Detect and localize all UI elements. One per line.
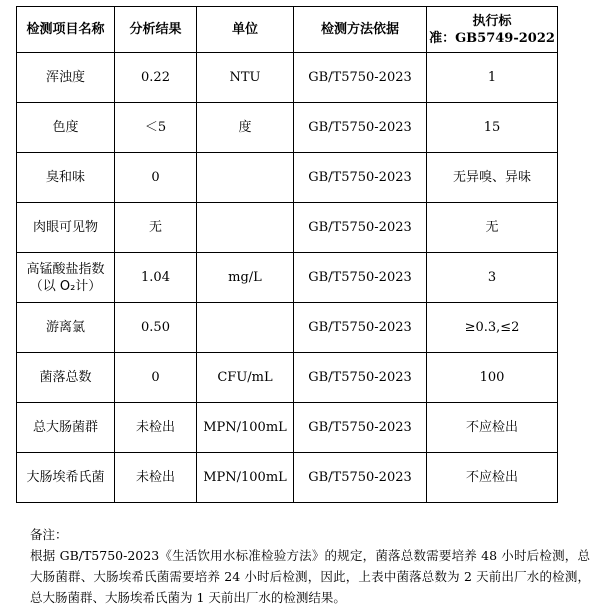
cell-unit — [197, 203, 294, 253]
table-row — [17, 353, 558, 403]
cell-unit: 度 — [197, 103, 294, 153]
header-standard: 执行标 准：GB5749-2022 — [427, 7, 558, 53]
notes-title: 备注： — [30, 527, 68, 542]
cell-unit — [197, 153, 294, 203]
cell-method: GB/T5750-2023 — [294, 203, 427, 253]
cell-item-name: 菌落总数 — [17, 353, 115, 403]
cell-method: GB/T5750-2023 — [294, 253, 427, 303]
cell-standard: 无异嗅、异味 — [427, 153, 558, 203]
cell-item-name: 浑浊度 — [17, 53, 115, 103]
table-row — [17, 203, 558, 253]
cell-result: 无 — [115, 203, 197, 253]
table-row — [17, 253, 558, 303]
table-row — [17, 403, 558, 453]
table-row — [17, 53, 558, 103]
table-row — [17, 103, 558, 153]
cell-method: GB/T5750-2023 — [294, 153, 427, 203]
table-row — [17, 303, 558, 353]
cell-standard: 不应检出 — [427, 453, 558, 503]
cell-standard: 不应检出 — [427, 403, 558, 453]
cell-unit: MPN/100mL — [197, 453, 294, 503]
cell-standard: ≥0.3,≤2 — [427, 303, 558, 353]
cell-result: 1.04 — [115, 253, 197, 303]
cell-item-name: 游离氯 — [17, 303, 115, 353]
cell-method: GB/T5750-2023 — [294, 53, 427, 103]
cell-unit: NTU — [197, 53, 294, 103]
cell-item-name: 臭和味 — [17, 153, 115, 203]
table-row — [17, 153, 558, 203]
cell-method: GB/T5750-2023 — [294, 353, 427, 403]
notes-section — [30, 524, 590, 608]
header-method: 检测方法依据 — [294, 7, 427, 53]
header-result: 分析结果 — [115, 7, 197, 53]
table-row — [17, 453, 558, 503]
cell-method: GB/T5750-2023 — [294, 453, 427, 503]
cell-item-name: 高锰酸盐指数 （以 O₂计） — [17, 253, 115, 303]
header-item-name: 检测项目名称 — [17, 7, 115, 53]
notes-body: 根据 GB/T5750-2023《生活饮用水标准检验方法》的规定，菌落总数需要培养 48 小时后检测，总大肠菌群、大肠埃希氏菌需要培养 24 小时后检测，因此，上表中菌落总数为 2 天前出厂水的检测，总大肠菌群、大肠埃希氏菌为 1 天前出厂水的检测结果。 — [30, 548, 590, 605]
cell-result: 未检出 — [115, 453, 197, 503]
cell-standard: 3 — [427, 253, 558, 303]
header-unit: 单位 — [197, 7, 294, 53]
cell-unit — [197, 303, 294, 353]
cell-item-name: 肉眼可见物 — [17, 203, 115, 253]
cell-item-name: 色度 — [17, 103, 115, 153]
cell-result: 0 — [115, 153, 197, 203]
cell-result: 0.50 — [115, 303, 197, 353]
cell-result: 0.22 — [115, 53, 197, 103]
cell-result: 未检出 — [115, 403, 197, 453]
cell-standard: 1 — [427, 53, 558, 103]
cell-standard: 无 — [427, 203, 558, 253]
cell-result: ＜5 — [115, 103, 197, 153]
cell-item-name: 大肠埃希氏菌 — [17, 453, 115, 503]
results-table-container — [16, 6, 558, 503]
cell-method: GB/T5750-2023 — [294, 403, 427, 453]
cell-unit: mg/L — [197, 253, 294, 303]
cell-method: GB/T5750-2023 — [294, 103, 427, 153]
cell-standard: 15 — [427, 103, 558, 153]
cell-method: GB/T5750-2023 — [294, 303, 427, 353]
cell-unit: MPN/100mL — [197, 403, 294, 453]
results-table — [16, 6, 558, 503]
cell-unit: CFU/mL — [197, 353, 294, 403]
cell-result: 0 — [115, 353, 197, 403]
cell-standard: 100 — [427, 353, 558, 403]
cell-item-name: 总大肠菌群 — [17, 403, 115, 453]
table-header-row — [17, 7, 558, 53]
